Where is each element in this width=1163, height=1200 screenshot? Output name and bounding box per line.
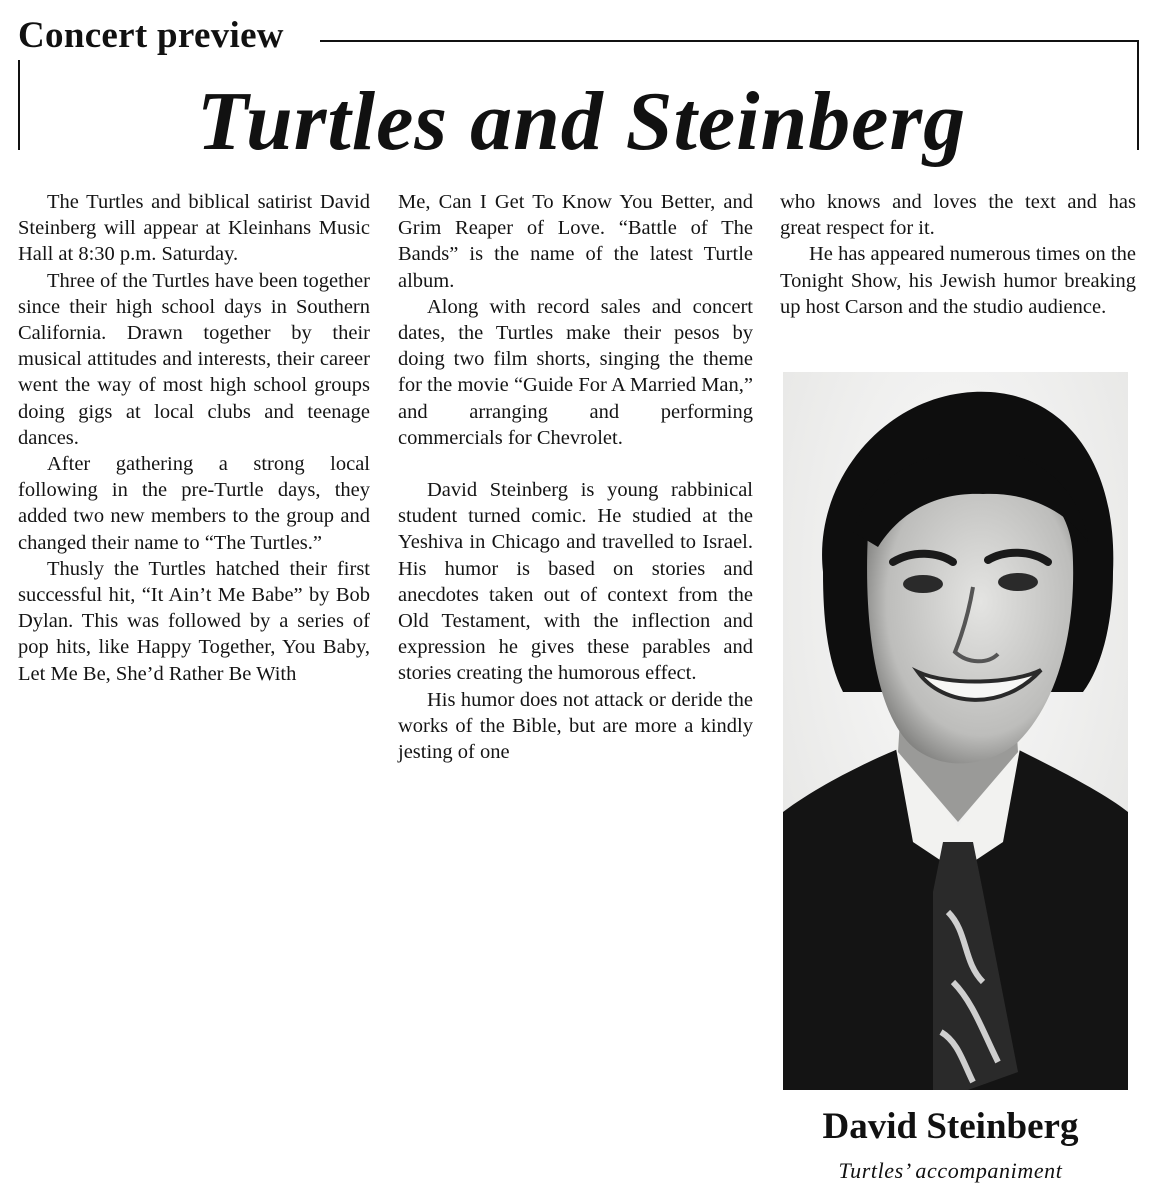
portrait-photo (783, 372, 1128, 1090)
paragraph: His humor does not attack or deride the works of the Bible, but are more a kindly jesting of one (398, 688, 753, 764)
portrait-illustration (783, 372, 1128, 1090)
article-column-3 (780, 189, 1136, 320)
paragraph: David Steinberg is young rabbinical student turned comic. He studied at the Yeshiva in Chicago and travelled to Israel. His humor is based on stories and anecdotes taken out of context from the Old Testament, with the inflection and expression he gives these parables and stories creating the humorous effect. (398, 479, 753, 685)
paragraph: Three of the Turtles have been together since their high school days in Southern California. Drawn together by their musical attitudes and interests, their career went the way of most high school groups doing gigs at local clubs and teenage dances. (18, 269, 370, 449)
paragraph: Me, Can I Get To Know You Better, and Grim Reaper of Love. “Battle of The Bands” is the name of the latest Turtle album. (398, 191, 753, 292)
paragraph: After gathering a strong local following in the pre-Turtle days, they added two new members to the group and changed their name to “The Turtles.” (18, 453, 370, 554)
header-rule-top (320, 40, 1138, 42)
article-column-2 (398, 189, 753, 765)
article-column-1 (18, 189, 370, 687)
headline: Turtles and Steinberg (196, 75, 967, 168)
photo-caption-name: David Steinberg (822, 1106, 1079, 1147)
paragraph: Thusly the Turtles hatched their first successful hit, “It Ain’t Me Babe” by Bob Dylan. This was followed by a series of pop hits, like Happy Together, You Baby, Let Me Be, She’d Rather Be With (18, 557, 370, 685)
paragraph: The Turtles and biblical satirist David Steinberg will appear at Kleinhans Music Hall at 8:30 p.m. Saturday. (18, 191, 370, 266)
section-kicker: Concert preview (18, 12, 292, 60)
photo-caption-subtitle: Turtles’ accompaniment (838, 1158, 1063, 1183)
paragraph: Along with record sales and concert dates, the Turtles make their pesos by doing two film shorts, singing the theme for the movie “Guide For A Married Man,” and arranging and performing commercials for Chevrolet. (398, 295, 753, 449)
left-eye (903, 575, 943, 593)
paragraph: He has appeared numerous times on the Tonight Show, his Jewish humor breaking up host Carson and the studio audience. (780, 243, 1136, 318)
paragraph: who knows and loves the text and has great respect for it. (780, 191, 1136, 240)
right-eye (998, 573, 1038, 591)
